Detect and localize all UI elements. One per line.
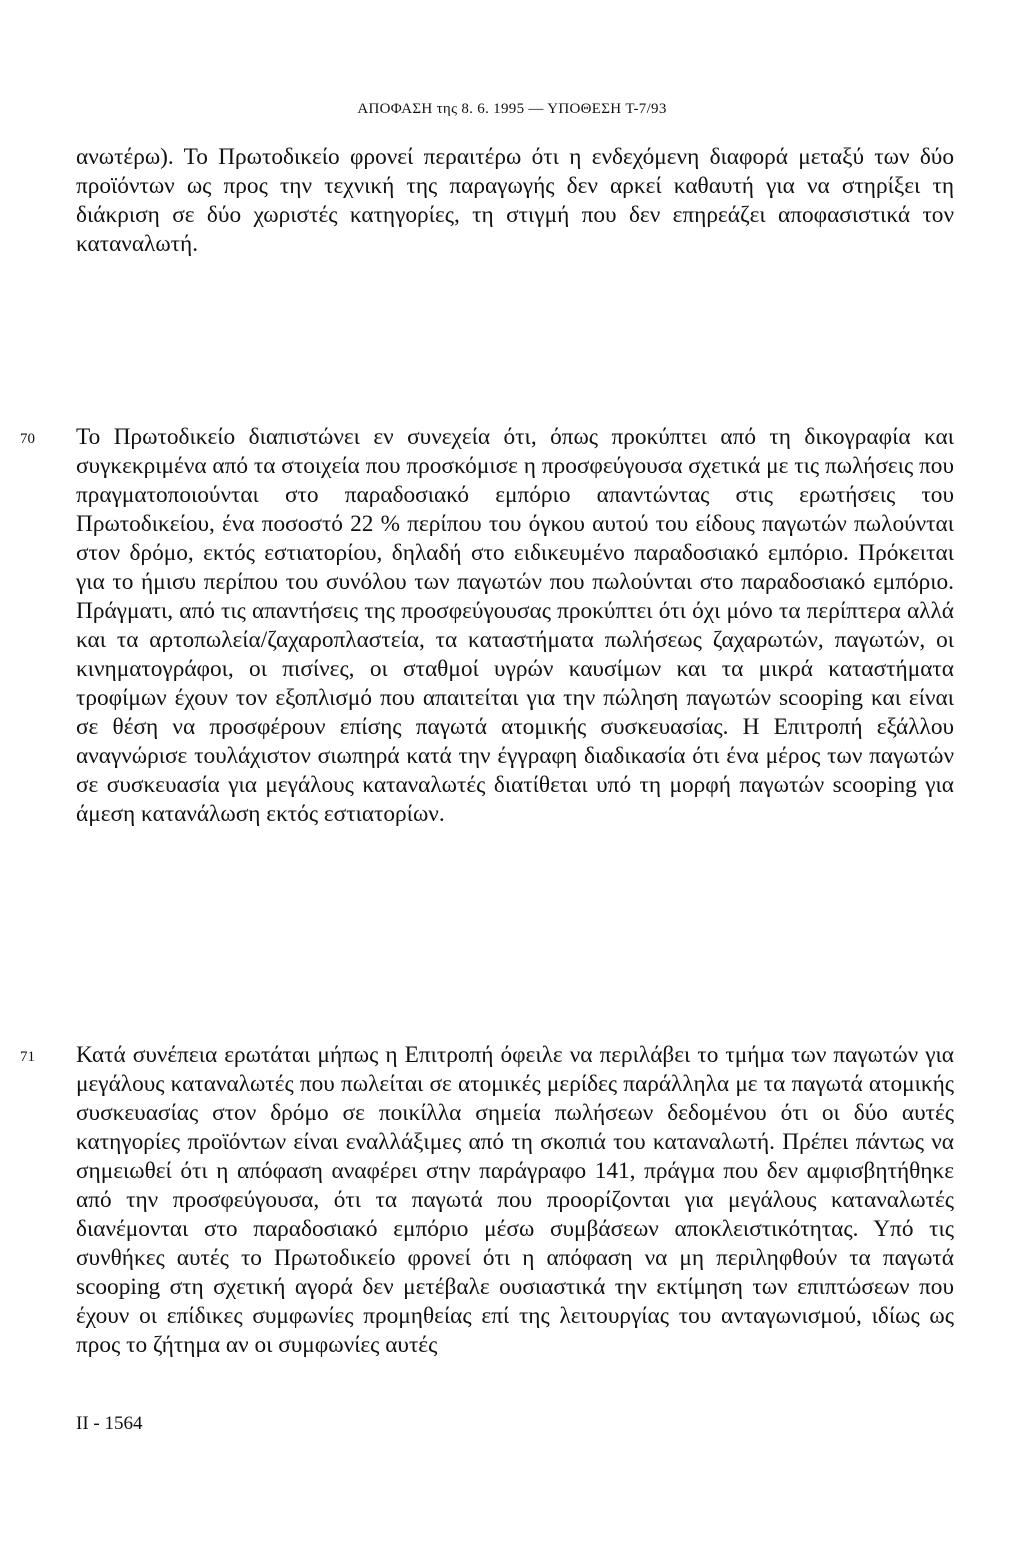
- running-header: ΑΠΟΦΑΣΗ της 8. 6. 1995 — ΥΠΟΘΕΣΗ T-7/93: [357, 101, 667, 117]
- paragraph-number-71: 71: [20, 1049, 35, 1065]
- paragraph-number-70: 70: [20, 431, 35, 447]
- paragraph-71: Κατά συνέπεια ερωτάται μήπως η Επιτροπή όφειλε να περιλάβει το τμήμα των παγωτών για μεγάλους καταναλωτές που πωλείται σε ατομικές μερίδες παράλληλα με τα παγωτά ατομικής συσκευασίας στον δρόμο σε ποικίλλα σημεία πωλήσεων δεδομένου ότι οι δύο αυτές κατηγορίες προϊόντων είναι εναλλάξιμες από τη σκοπιά του καταναλωτή. Πρέπει πάντως να σημειωθεί ότι η απόφαση αναφέρει στην παράγραφο 141, πράγμα που δεν αμφισβητήθηκε από την προσφεύγουσα, ότι τα παγωτά που προορίζονται για μεγάλους καταναλωτές διανέμονται στο παραδοσιακό εμπόριο μέσω συμβάσεων αποκλειστικότητας. Υπό τις συνθήκες αυτές το Πρωτοδικείο φρονεί ότι η απόφαση να μη περιληφθούν τα παγωτά scooping στη σχετική αγορά δεν μετέβαλε ουσιαστικά την εκτίμηση των επιπτώσεων που έχουν οι επίδικες συμφωνίες προμηθείας επί της λειτουργίας του ανταγωνισμού, ιδίως ως προς το ζήτημα αν οι συμφωνίες αυτές: [76, 1042, 954, 1358]
- page-number: II - 1564: [76, 1413, 143, 1434]
- paragraph-70: Το Πρωτοδικείο διαπιστώνει εν συνεχεία ότι, όπως προκύπτει από τη δικογραφία και συγκεκριμένα από τα στοιχεία που προσκόμισε η προσφεύγουσα σχετικά με τις πωλήσεις που πραγματοποιούνται στο παραδοσιακό εμπόριο απαντώντας στις ερωτήσεις του Πρωτοδικείου, ένα ποσοστό 22 % περίπου του όγκου αυτού του είδους παγωτών πωλούνται στον δρόμο, εκτός εστιατορίου, δηλαδή στο ειδικευμένο παραδοσιακό εμπόριο. Πρόκειται για το ήμισυ περίπου του συνόλου των παγωτών που πωλούνται στο παραδοσιακό εμπόριο. Πράγματι, από τις απαντήσεις της προσφεύγουσας προκύπτει ότι όχι μόνο τα περίπτερα αλλά και τα αρτοπωλεία/ζαχαροπλαστεία, τα καταστήματα πωλήσεως ζαχαρωτών, παγωτών, οι κινηματογράφοι, οι πισίνες, οι σταθμοί υγρών καυσίμων και τα μικρά καταστήματα τροφίμων έχουν τον εξοπλισμό που απαιτείται για την πώληση παγωτών scooping και είναι σε θέση να προσφέρουν επίσης παγωτά ατομικής συσκευασίας. Η Επιτροπή εξάλλου αναγνώρισε τουλάχιστον σιωπηρά κατά την έγγραφη διαδικασία ότι ένα μέρος των παγωτών σε συσκευασία για μεγάλους καταναλωτές διατίθεται υπό τη μορφή παγωτών scooping για άμεση κατανάλωση εκτός εστιατορίων.: [76, 424, 954, 827]
- paragraph-continued: ανωτέρω). Το Πρωτοδικείο φρονεί περαιτέρω ότι η ενδεχόμενη διαφορά μεταξύ των δύο προϊόντων ως προς την τεχνική της παραγωγής δεν αρκεί καθαυτή για να στηρίξει τη διάκριση σε δύο χωριστές κατηγορίες, τη στιγμή που δεν επηρεάζει αποφασιστικά τον καταναλωτή.: [76, 144, 954, 257]
